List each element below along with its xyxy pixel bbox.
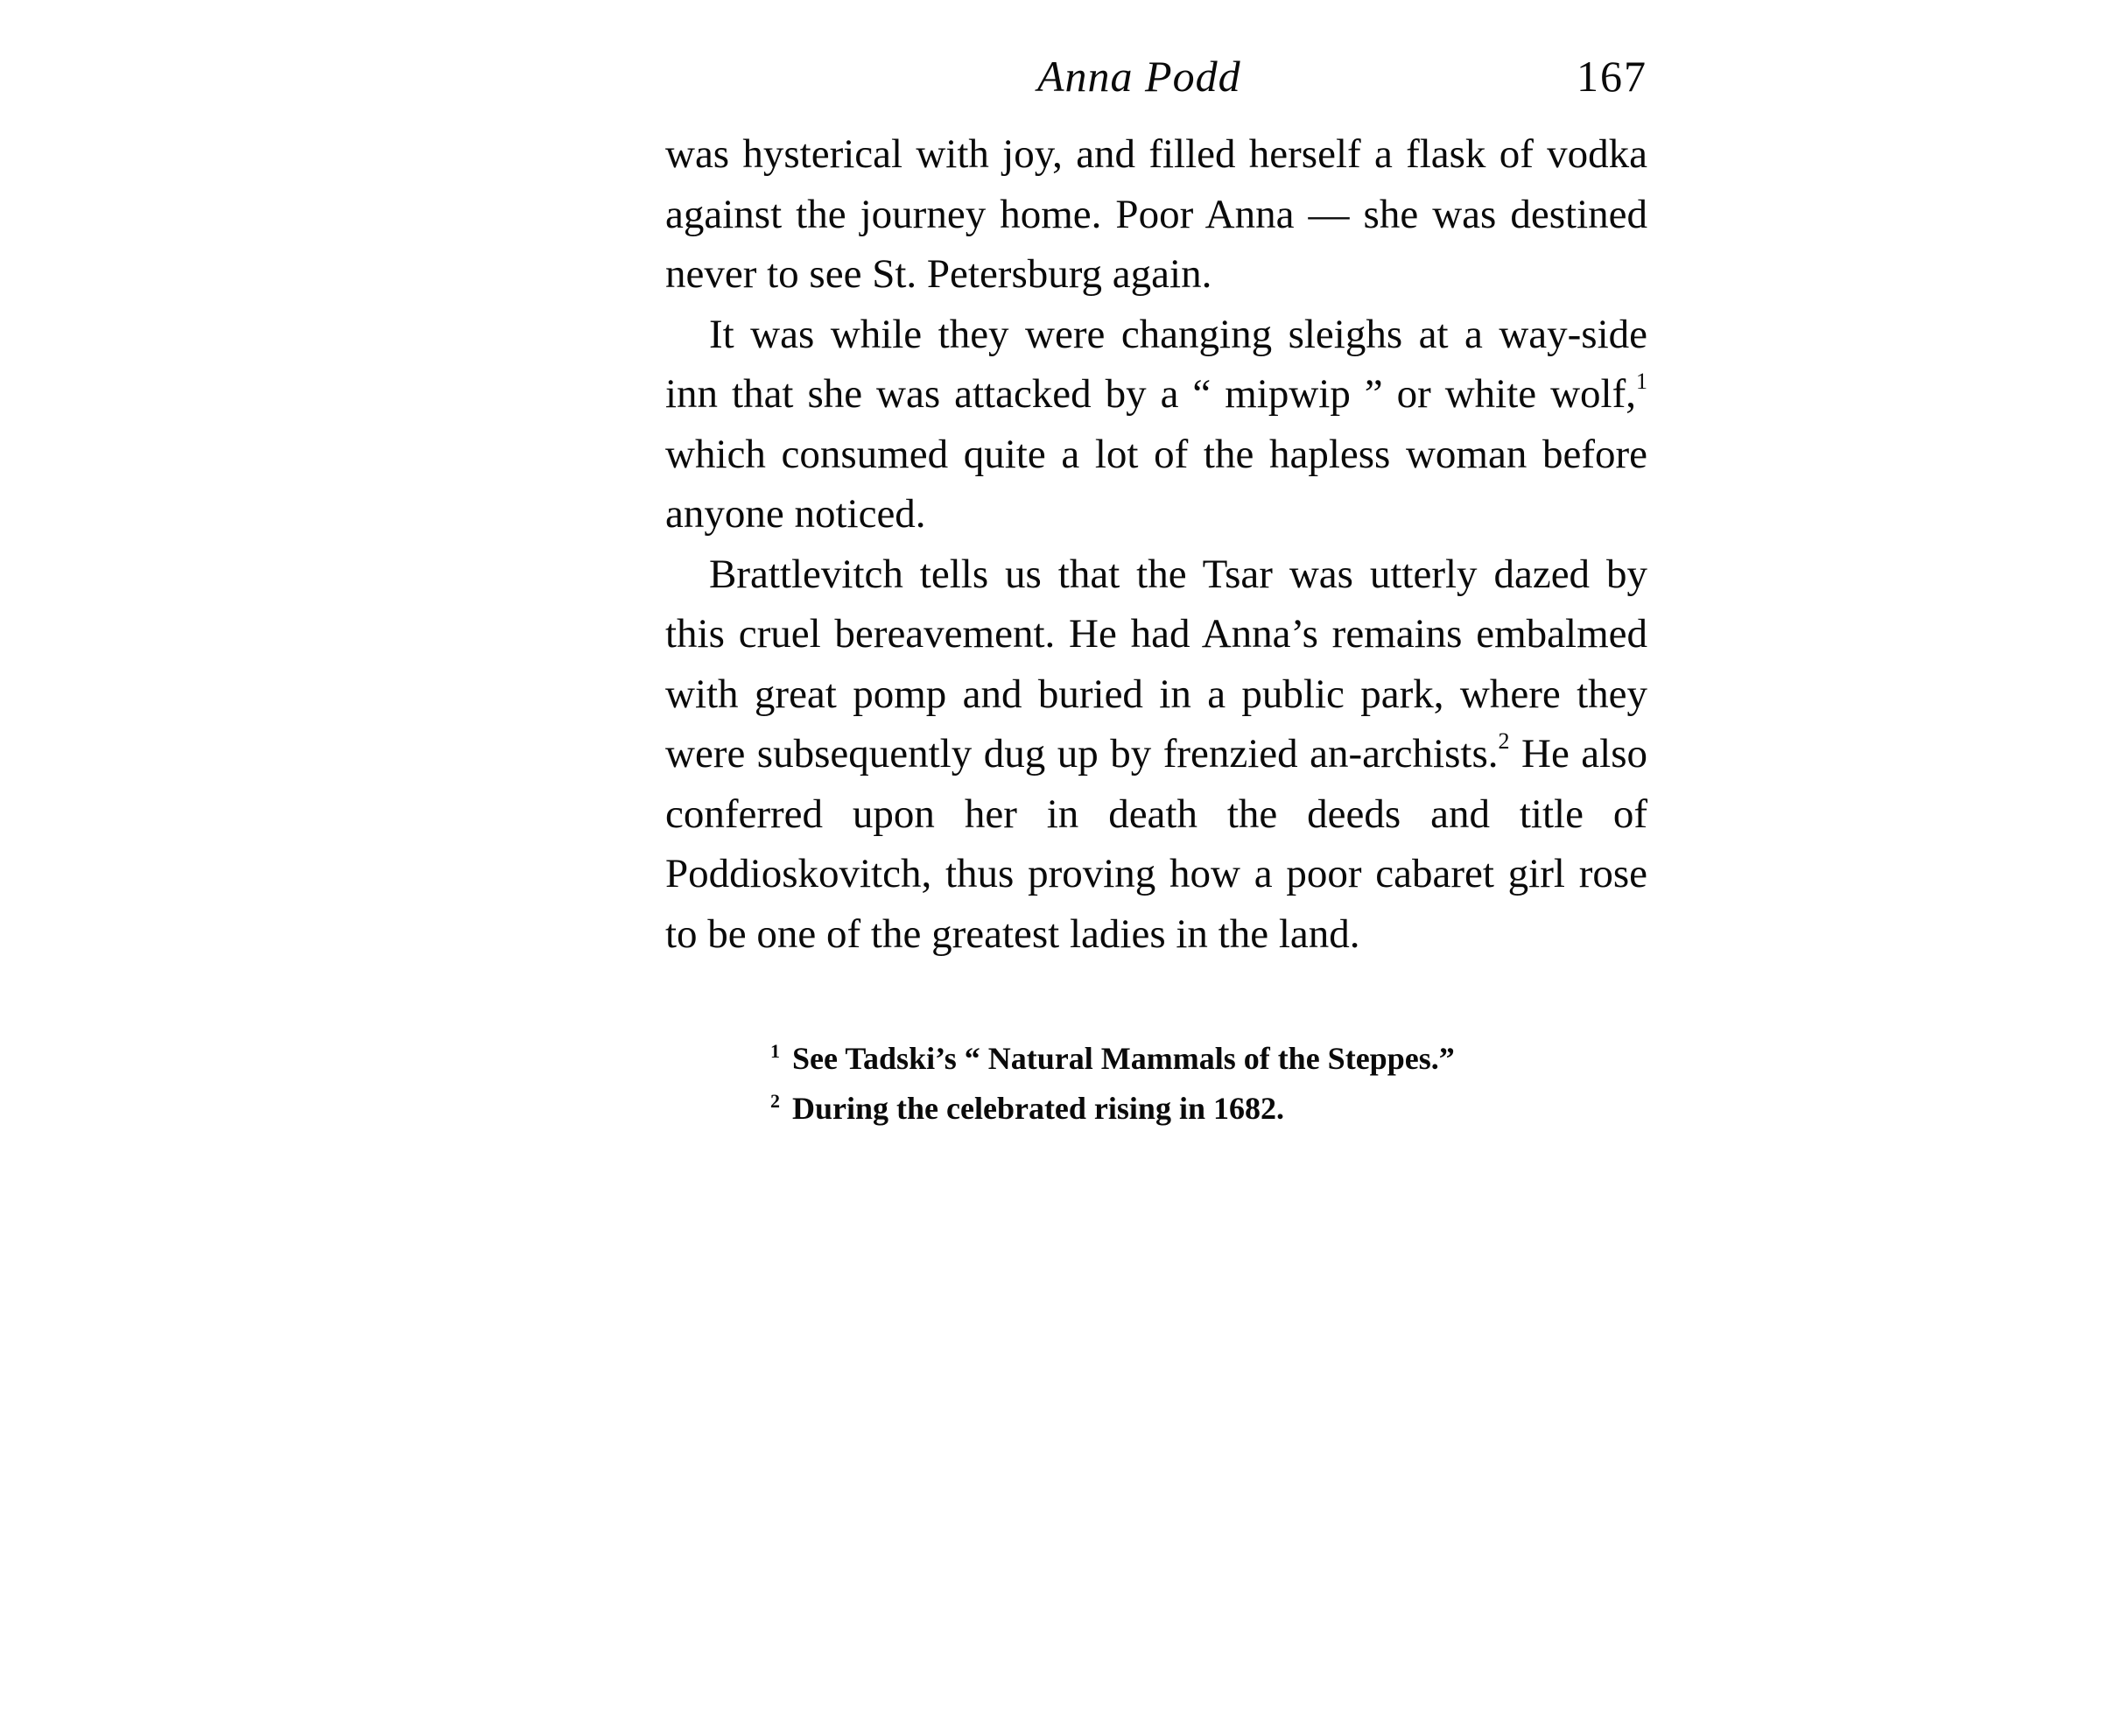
running-title: Anna Podd bbox=[1037, 52, 1241, 101]
body-text bbox=[665, 124, 1647, 964]
footnote-ref-2: 2 bbox=[1498, 728, 1510, 755]
paragraph-1: was hysterical with joy, and filled herself a flask of vodka against the journey home. Poor Anna — she was destined never to see St. Petersburg again. bbox=[665, 131, 1647, 297]
footnote-mark-2: 2 bbox=[770, 1090, 780, 1112]
paragraph-3 bbox=[665, 545, 1647, 965]
paragraph-3-text-b: He also conferred upon her in death the deeds and title of Poddioskovitch, thus proving how a poor cabaret girl rose to be one of the greatest ladies in the land. bbox=[665, 731, 1648, 957]
paragraph-2-text-a: It was while they were changing sleighs at a way-side inn that she was attacked by a “ mipwip ” or white wolf, bbox=[665, 311, 1647, 417]
footnote-text-2: During the celebrated rising in 1682. bbox=[792, 1091, 1284, 1126]
paragraph-3-text-a: Brattlevitch tells us that the Tsar was utterly dazed by this cruel bereavement. He had Anna’s remains embalmed with great pomp and buried in a public park, where they were subsequently dug up by frenzied an-archists. bbox=[665, 551, 1647, 777]
footnote-mark-1: 1 bbox=[770, 1040, 780, 1062]
footnote-2 bbox=[770, 1086, 1646, 1135]
page-number: 167 bbox=[1577, 52, 1647, 101]
running-head bbox=[665, 51, 1647, 112]
footnote-text-1: See Tadski’s “ Natural Mammals of the Steppes.” bbox=[792, 1041, 1455, 1076]
paragraph-2 bbox=[665, 305, 1647, 545]
footnotes bbox=[770, 1036, 1646, 1135]
footnote-1 bbox=[770, 1036, 1646, 1086]
paragraph-2-text-b: which consumed quite a lot of the hapless woman before anyone noticed. bbox=[665, 431, 1647, 537]
footnote-ref-1: 1 bbox=[1636, 369, 1647, 395]
